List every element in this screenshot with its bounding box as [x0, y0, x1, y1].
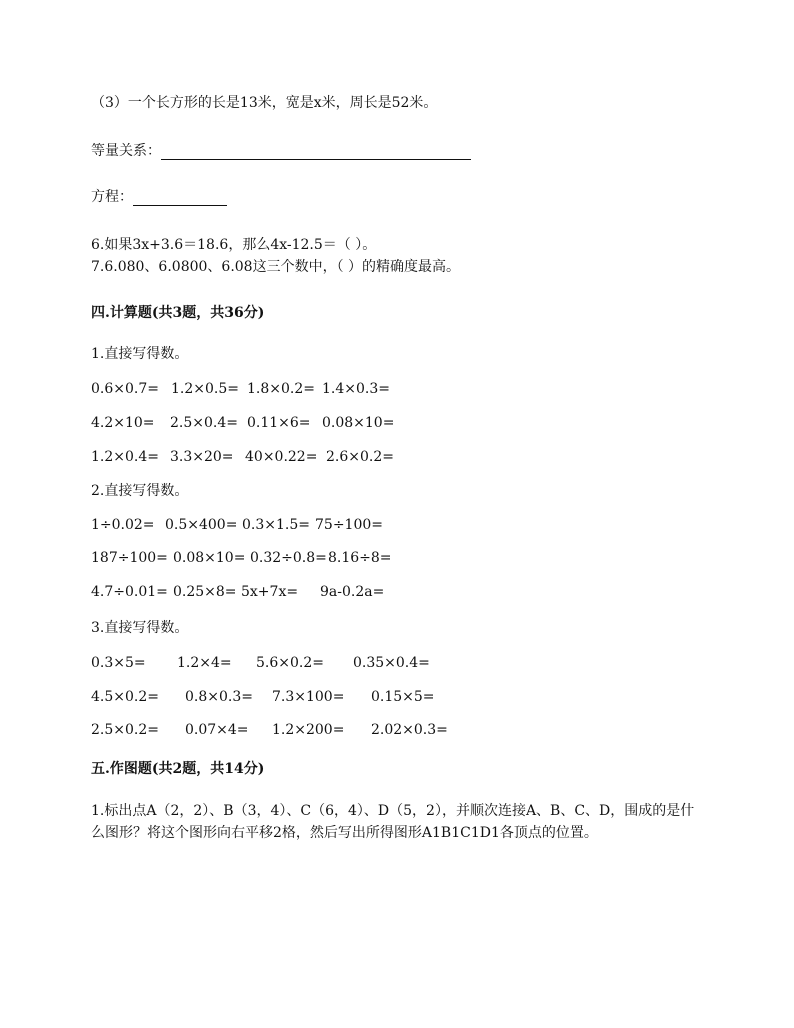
question-3-text: （3）一个长方形的长是13米，宽是x米，周长是52米。 — [91, 95, 438, 111]
expression: 1.8×0.2= — [247, 381, 315, 397]
expression: 1.2×0.5= — [171, 381, 239, 397]
expression: 4.5×0.2= — [91, 689, 159, 705]
expression: 2.5×0.4= — [170, 415, 238, 431]
expression: 40×0.22= — [245, 449, 318, 465]
question-6-text: 6.如果3x+3.6＝18.6，那么4x-12.5＝（ ）。 — [91, 237, 377, 253]
expression: 5.6×0.2= — [256, 655, 324, 671]
equivalence-relation-label: 等量关系： — [91, 143, 161, 159]
expression: 187÷100= — [91, 550, 168, 566]
expression: 2.6×0.2= — [326, 449, 394, 465]
equation-line — [91, 188, 227, 206]
section-5-heading: 五.作图题(共2题，共14分) — [91, 761, 265, 777]
problem-3-row — [91, 721, 448, 739]
expression: 75÷100= — [315, 517, 383, 533]
expression: 1.2×0.4= — [91, 449, 159, 465]
expression: 2.02×0.3= — [371, 722, 448, 738]
problem-3-row — [91, 654, 430, 672]
problem-1-row — [91, 380, 390, 398]
problem-3-row — [91, 688, 435, 706]
expression: 0.15×5= — [371, 689, 435, 705]
expression: 7.3×100= — [272, 689, 345, 705]
problem-2-title: 2.直接写得数。 — [91, 483, 189, 499]
drawing-question-1-text: 1.标出点A（2，2）、B（3，4）、C（6，4）、D（5，2），并顺次连接A、B、C、D，围成的是什么图形？将这个图形向右平移2格，然后写出所得图形A1B1C1D1各顶点的位置。 — [91, 803, 695, 841]
problem-1-row — [91, 448, 394, 466]
problem-2-row — [91, 516, 383, 534]
problem-2-row — [91, 549, 392, 567]
expression: 1÷0.02= — [91, 517, 155, 533]
expression: 0.07×4= — [185, 722, 249, 738]
expression: 4.2×10= — [91, 415, 155, 431]
section-4-heading: 四.计算题(共3题，共36分) — [91, 305, 265, 321]
expression: 0.5×400= — [165, 517, 238, 533]
expression: 0.6×0.7= — [91, 381, 159, 397]
expression: 4.7÷0.01= — [91, 584, 168, 600]
problem-3-title: 3.直接写得数。 — [91, 620, 189, 636]
problem-1-row — [91, 414, 394, 432]
question-7-text: 7.6.080、6.0800、6.08这三个数中，（ ）的精确度最高。 — [91, 259, 461, 275]
expression: 0.08×10= — [322, 415, 395, 431]
equivalence-relation-line — [91, 142, 471, 160]
problem-1-title: 1.直接写得数。 — [91, 346, 189, 362]
equivalence-relation-blank[interactable] — [161, 145, 471, 160]
expression: 5x+7x= — [241, 584, 299, 600]
expression: 1.2×4= — [177, 655, 232, 671]
expression: 9a-0.2a= — [320, 584, 385, 600]
equation-blank[interactable] — [133, 191, 227, 206]
expression: 1.2×200= — [272, 722, 345, 738]
expression: 0.3×5= — [91, 655, 146, 671]
problem-2-row — [91, 583, 384, 601]
expression: 1.4×0.3= — [322, 381, 390, 397]
expression: 0.25×8= — [173, 584, 237, 600]
expression: 0.32÷0.8= — [250, 550, 327, 566]
expression: 0.3×1.5= — [242, 517, 310, 533]
expression: 0.11×6= — [247, 415, 311, 431]
expression: 2.5×0.2= — [91, 722, 159, 738]
equation-label: 方程： — [91, 189, 133, 205]
expression: 8.16÷8= — [328, 550, 392, 566]
expression: 3.3×20= — [170, 449, 234, 465]
expression: 0.8×0.3= — [185, 689, 253, 705]
expression: 0.08×10= — [173, 550, 246, 566]
expression: 0.35×0.4= — [353, 655, 430, 671]
